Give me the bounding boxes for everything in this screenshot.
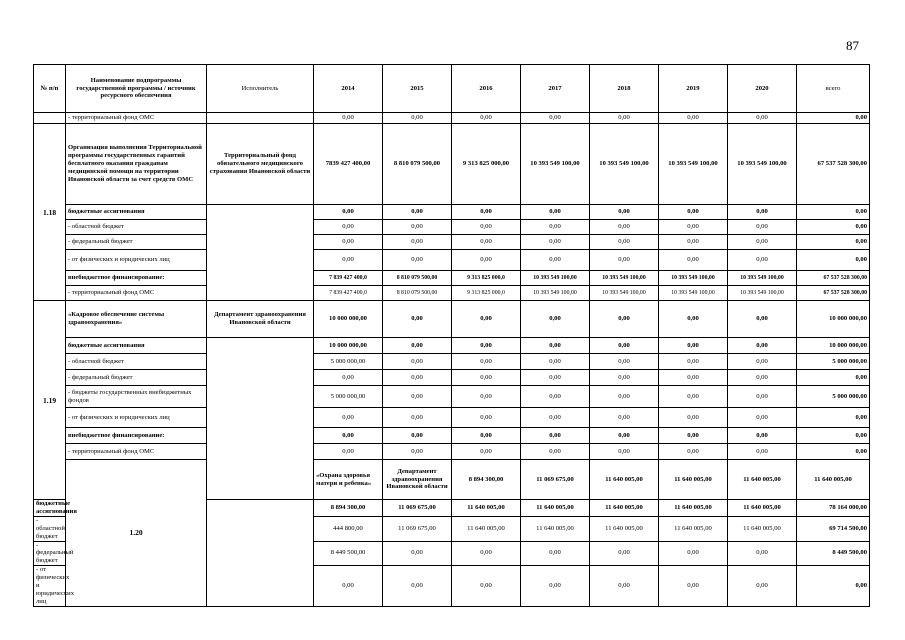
- col-header-2020: 2020: [728, 65, 797, 113]
- value-2014: 10 000 000,00: [314, 338, 383, 354]
- value-2015: 0,00: [383, 235, 452, 250]
- value-2020: 0,00: [728, 370, 797, 386]
- value-total: 0,00: [797, 113, 870, 124]
- value-total: 67 537 528 300,00: [797, 286, 870, 301]
- value-2014: 0,00: [314, 428, 383, 444]
- row-number-cell: [34, 113, 66, 124]
- value-2019: 0,00: [659, 386, 728, 408]
- table-row: [34, 220, 870, 235]
- value-2017: 0,00: [521, 354, 590, 370]
- value-total: 67 537 528 300,00: [797, 271, 870, 286]
- value-total: 5 000 000,00: [797, 386, 870, 408]
- table-row: [34, 301, 870, 338]
- value-2016: 0,00: [452, 301, 521, 338]
- value-total: 10 000 000,00: [797, 301, 870, 338]
- value-2016: 0,00: [452, 386, 521, 408]
- budget-table: [33, 64, 870, 607]
- row-name: Организация выполнения Территориальной программы государственных гарантий бесплатного оказания гражданам медицинской помощи на территории Ивановской области за счет средств ОМС: [66, 124, 207, 205]
- value-2020: 0,00: [728, 220, 797, 235]
- row-executor: Департамент здравоохранения Ивановской области: [383, 460, 452, 500]
- value-2017: 0,00: [521, 250, 590, 271]
- value-2020: 0,00: [728, 541, 797, 566]
- value-total: 0,00: [797, 408, 870, 428]
- value-2018: 0,00: [590, 370, 659, 386]
- value-2017: 0,00: [521, 113, 590, 124]
- col-header-2014: 2014: [314, 65, 383, 113]
- value-2017: 0,00: [521, 235, 590, 250]
- value-total: 5 000 000,00: [797, 354, 870, 370]
- value-total: 67 537 528 300,00: [797, 124, 870, 205]
- value-2017: 11 640 005,00: [521, 516, 590, 541]
- value-2018: 10 393 549 100,00: [590, 124, 659, 205]
- value-2016: 9 313 825 000,0: [452, 271, 521, 286]
- col-header-executor: Исполнитель: [207, 65, 314, 113]
- value-2018: 0,00: [590, 386, 659, 408]
- row-name: - территориальный фонд ОМС: [66, 286, 207, 301]
- row-number: 1.19: [34, 301, 66, 500]
- value-2018: 0,00: [590, 428, 659, 444]
- col-header-number: № п/п: [34, 65, 66, 113]
- value-2019: 0,00: [659, 235, 728, 250]
- value-2016: 0,00: [452, 338, 521, 354]
- value-2016: 9 313 825 000,00: [452, 124, 521, 205]
- value-2017: 10 393 549 100,00: [521, 271, 590, 286]
- row-name: «Кадровое обеспечение системы здравоохранения»: [66, 301, 207, 338]
- row-number: 1.20: [66, 460, 207, 607]
- value-total: 0,00: [797, 235, 870, 250]
- value-2019: 10 393 549 100,00: [659, 271, 728, 286]
- value-2020: 10 393 549 100,00: [728, 271, 797, 286]
- value-2019: 0,00: [659, 444, 728, 460]
- value-2016: 0,00: [452, 235, 521, 250]
- row-name: - федеральный бюджет: [66, 235, 207, 250]
- value-2020: 0,00: [728, 354, 797, 370]
- col-header-2015: 2015: [383, 65, 452, 113]
- value-2017: 0,00: [521, 301, 590, 338]
- table-row: [34, 460, 870, 500]
- row-executor: Департамент здравоохранения Ивановской области: [207, 301, 314, 338]
- page-number: 87: [846, 38, 859, 53]
- value-2014: 5 000 000,00: [314, 386, 383, 408]
- value-2014: 10 000 000,00: [314, 301, 383, 338]
- row-name: - территориальный фонд ОМС: [66, 444, 207, 460]
- value-2014: 0,00: [314, 220, 383, 235]
- value-2020: 0,00: [728, 113, 797, 124]
- value-2019: 0,00: [659, 220, 728, 235]
- value-2015: 0,00: [383, 113, 452, 124]
- row-name: бюджетные ассигнования: [66, 338, 207, 354]
- value-2018: 11 640 005,00: [590, 500, 659, 517]
- value-total: 78 164 000,00: [797, 500, 870, 517]
- value-2017: 0,00: [521, 220, 590, 235]
- value-2014: 0,00: [314, 566, 383, 607]
- row-name: внебюджетное финансирование:: [66, 428, 207, 444]
- value-2015: 0,00: [383, 250, 452, 271]
- value-total: 0,00: [797, 428, 870, 444]
- value-2015: 0,00: [383, 408, 452, 428]
- value-2017: 0,00: [521, 566, 590, 607]
- value-2016: 0,00: [452, 354, 521, 370]
- value-2014: 8 449 500,00: [314, 541, 383, 566]
- value-2017: 0,00: [521, 386, 590, 408]
- row-executor: [207, 113, 314, 124]
- value-total: 0,00: [797, 566, 870, 607]
- row-name: - федеральный бюджет: [66, 370, 207, 386]
- value-2018: 0,00: [590, 444, 659, 460]
- value-2020: 10 393 549 100,00: [728, 124, 797, 205]
- value-2014: 444 800,00: [314, 516, 383, 541]
- value-2018: 0,00: [590, 354, 659, 370]
- row-name: - бюджеты государственных внебюджетных фондов: [66, 386, 207, 408]
- value-2019: 0,00: [659, 354, 728, 370]
- table-row: [34, 444, 870, 460]
- value-total: 8 449 500,00: [797, 541, 870, 566]
- table-row: [34, 370, 870, 386]
- value-total: 0,00: [797, 444, 870, 460]
- table-row: [34, 286, 870, 301]
- table-row: [34, 354, 870, 370]
- value-2018: 0,00: [590, 301, 659, 338]
- value-2017: 11 640 005,00: [659, 460, 728, 500]
- value-2016: 0,00: [452, 408, 521, 428]
- value-2020: 11 640 005,00: [728, 516, 797, 541]
- value-2016: 0,00: [452, 541, 521, 566]
- row-number: 1.18: [34, 124, 66, 301]
- value-2018: 0,00: [590, 338, 659, 354]
- row-name: внебюджетное финансирование:: [66, 271, 207, 286]
- value-2016: 9 313 825 000,0: [452, 286, 521, 301]
- value-2017: 0,00: [521, 370, 590, 386]
- value-2019: 11 640 005,00: [659, 500, 728, 517]
- value-2015: 0,00: [383, 566, 452, 607]
- value-2020: 0,00: [728, 408, 797, 428]
- value-2015: 0,00: [383, 354, 452, 370]
- value-2015: 0,00: [383, 370, 452, 386]
- value-2016: 11 640 005,00: [590, 460, 659, 500]
- col-header-2019: 2019: [659, 65, 728, 113]
- value-2015: 8 810 079 500,00: [383, 124, 452, 205]
- table-row: [34, 386, 870, 408]
- value-2017: 0,00: [521, 428, 590, 444]
- value-2014: 0,00: [314, 250, 383, 271]
- col-header-total: всего: [797, 65, 870, 113]
- row-executor: [207, 338, 314, 500]
- value-2019: 0,00: [659, 250, 728, 271]
- value-2019: 0,00: [659, 408, 728, 428]
- row-name: - от физических и юридических лиц: [66, 408, 207, 428]
- row-name: бюджетные ассигнования: [34, 500, 66, 517]
- row-name: - областной бюджет: [66, 220, 207, 235]
- col-header-2018: 2018: [590, 65, 659, 113]
- value-2016: 11 640 005,00: [452, 516, 521, 541]
- value-2017: 0,00: [521, 444, 590, 460]
- value-total: 0,00: [797, 205, 870, 220]
- value-2014: 0,00: [314, 408, 383, 428]
- table-row: [34, 113, 870, 124]
- value-2019: 0,00: [659, 301, 728, 338]
- value-total: 0,00: [797, 250, 870, 271]
- row-name: - от физических и юридических лиц: [34, 566, 66, 607]
- value-2015: 0,00: [383, 301, 452, 338]
- value-2016: 0,00: [452, 444, 521, 460]
- value-2014: 8 894 300,00: [452, 460, 521, 500]
- value-2018: 11 640 005,00: [590, 516, 659, 541]
- value-total: 10 000 000,00: [797, 338, 870, 354]
- value-2015: 8 810 079 500,00: [383, 286, 452, 301]
- value-2018: 0,00: [590, 566, 659, 607]
- value-2016: 0,00: [452, 220, 521, 235]
- value-2017: 0,00: [521, 205, 590, 220]
- value-2014: 7 839 427 400,0: [314, 286, 383, 301]
- value-2019: 0,00: [659, 205, 728, 220]
- value-2017: 0,00: [521, 541, 590, 566]
- value-2016: 0,00: [452, 205, 521, 220]
- value-2020: 11 640 005,00: [728, 500, 797, 517]
- value-2015: 0,00: [383, 444, 452, 460]
- value-2019: 0,00: [659, 541, 728, 566]
- table-row: [34, 338, 870, 354]
- value-2020: 0,00: [728, 205, 797, 220]
- row-name: - от физических и юридических лиц: [66, 250, 207, 271]
- value-2014: 0,00: [314, 235, 383, 250]
- value-2015: 11 069 675,00: [383, 516, 452, 541]
- value-2017: 11 640 005,00: [521, 500, 590, 517]
- value-2018: 0,00: [590, 113, 659, 124]
- row-name: - областной бюджет: [66, 354, 207, 370]
- value-2019: 10 393 549 100,00: [659, 286, 728, 301]
- value-2016: 0,00: [452, 566, 521, 607]
- value-2018: 0,00: [590, 541, 659, 566]
- value-2019: 0,00: [659, 428, 728, 444]
- value-2020: 0,00: [728, 428, 797, 444]
- header-row: [34, 65, 870, 113]
- value-2014: 0,00: [314, 205, 383, 220]
- value-2020: 0,00: [728, 235, 797, 250]
- value-total: 69 714 500,00: [797, 516, 870, 541]
- value-total: 0,00: [797, 370, 870, 386]
- value-2019: 11 640 005,00: [797, 460, 870, 500]
- col-header-2017: 2017: [521, 65, 590, 113]
- value-2014: 7839 427 400,00: [314, 124, 383, 205]
- value-2014: 0,00: [314, 370, 383, 386]
- value-2016: 0,00: [452, 428, 521, 444]
- table-row: [34, 250, 870, 271]
- value-2018: 0,00: [590, 205, 659, 220]
- value-2017: 0,00: [521, 338, 590, 354]
- value-2020: 0,00: [728, 338, 797, 354]
- row-name: - федеральный бюджет: [34, 541, 66, 566]
- value-2018: 10 393 549 100,00: [590, 271, 659, 286]
- row-name: бюджетные ассигнования: [66, 205, 207, 220]
- row-executor: Территориальный фонд обязательного медицинского страхования Ивановской области: [207, 124, 314, 205]
- value-2017: 10 393 549 100,00: [521, 124, 590, 205]
- table-row: [34, 408, 870, 428]
- table-row: [34, 205, 870, 220]
- row-executor: [207, 500, 314, 607]
- value-2014: 8 894 300,00: [314, 500, 383, 517]
- value-2014: 7 839 427 400,0: [314, 271, 383, 286]
- value-2014: 0,00: [314, 113, 383, 124]
- value-2020: 0,00: [728, 444, 797, 460]
- value-2015: 0,00: [383, 220, 452, 235]
- value-2018: 0,00: [590, 250, 659, 271]
- value-2014: 0,00: [314, 444, 383, 460]
- value-2015: 0,00: [383, 541, 452, 566]
- value-2016: 11 640 005,00: [452, 500, 521, 517]
- value-2020: 0,00: [728, 301, 797, 338]
- table-row: [34, 271, 870, 286]
- value-2019: 11 640 005,00: [659, 516, 728, 541]
- table-row: [34, 235, 870, 250]
- value-2016: 0,00: [452, 370, 521, 386]
- value-total: 0,00: [797, 220, 870, 235]
- value-2018: 11 640 005,00: [728, 460, 797, 500]
- value-2017: 10 393 549 100,00: [521, 286, 590, 301]
- value-2015: 0,00: [383, 205, 452, 220]
- value-2020: 0,00: [728, 250, 797, 271]
- value-2015: 0,00: [383, 428, 452, 444]
- value-2020: 0,00: [728, 566, 797, 607]
- value-2015: 11 069 675,00: [521, 460, 590, 500]
- table-row: [34, 124, 870, 205]
- col-header-name: Наименование подпрограммы государственной программы / источник ресурсного обеспечения: [66, 65, 207, 113]
- value-2019: 0,00: [659, 338, 728, 354]
- row-name: «Охрана здоровья матери и ребенка»: [314, 460, 383, 500]
- value-2017: 0,00: [521, 408, 590, 428]
- value-2019: 0,00: [659, 566, 728, 607]
- value-2018: 0,00: [590, 235, 659, 250]
- value-2015: 8 810 079 500,00: [383, 271, 452, 286]
- row-name: - областной бюджет: [34, 516, 66, 541]
- value-2015: 11 069 675,00: [383, 500, 452, 517]
- value-2018: 0,00: [590, 408, 659, 428]
- value-2015: 0,00: [383, 338, 452, 354]
- table-row: [34, 428, 870, 444]
- row-name: - территориальный фонд ОМС: [66, 113, 207, 124]
- value-2014: 5 000 000,00: [314, 354, 383, 370]
- value-2020: 10 393 549 100,00: [728, 286, 797, 301]
- row-executor: [207, 205, 314, 301]
- value-2018: 10 393 549 100,00: [590, 286, 659, 301]
- value-2016: 0,00: [452, 250, 521, 271]
- value-2015: 0,00: [383, 386, 452, 408]
- value-2020: 0,00: [728, 386, 797, 408]
- col-header-2016: 2016: [452, 65, 521, 113]
- value-2016: 0,00: [452, 113, 521, 124]
- value-2019: 0,00: [659, 370, 728, 386]
- value-2019: 10 393 549 100,00: [659, 124, 728, 205]
- value-2018: 0,00: [590, 220, 659, 235]
- value-2019: 0,00: [659, 113, 728, 124]
